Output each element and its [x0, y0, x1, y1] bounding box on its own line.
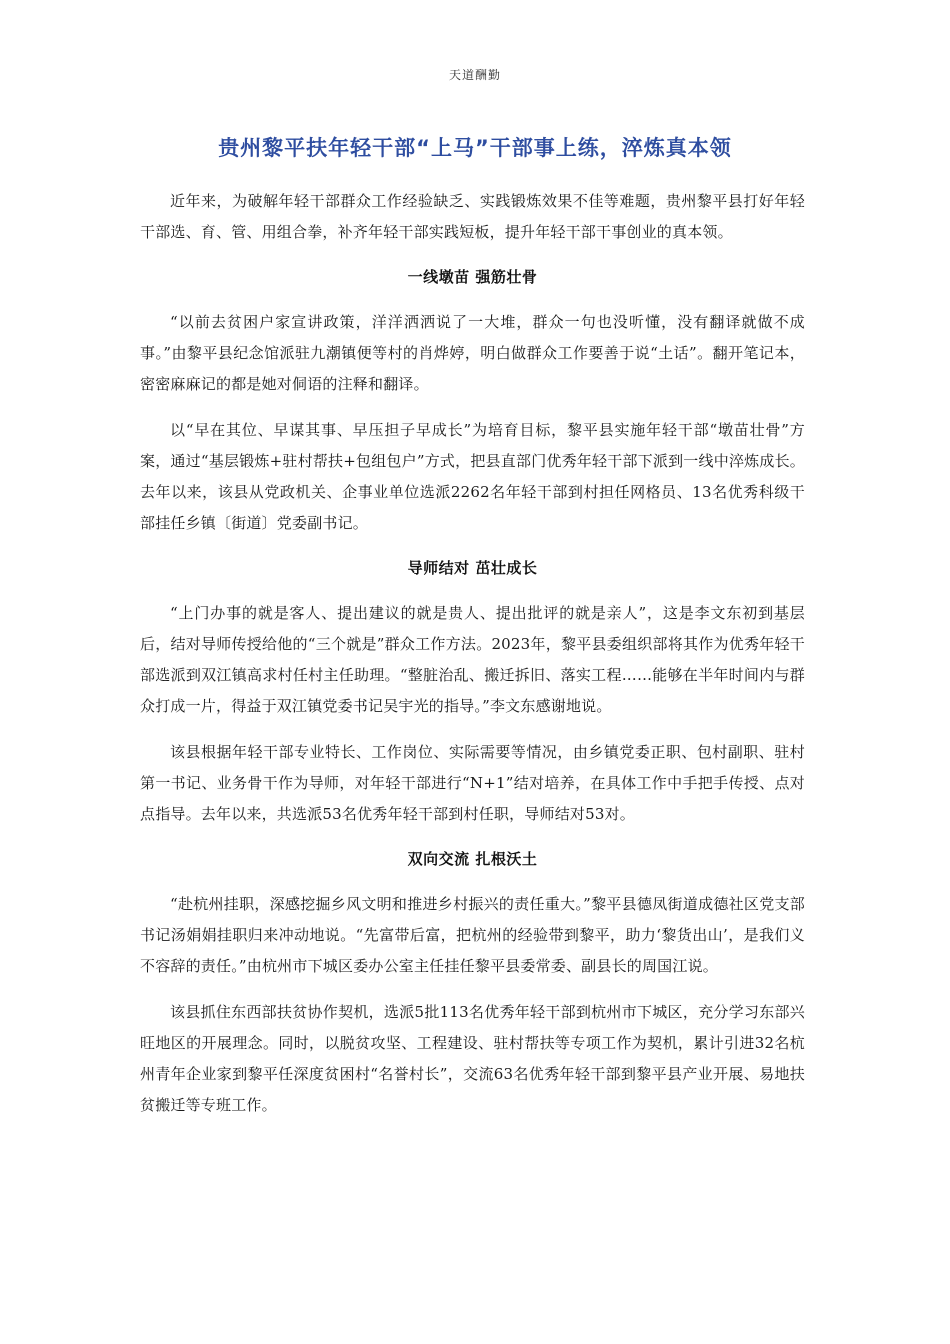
section-paragraph: “上门办事的就是客人、提出建议的就是贵人、提出批评的就是亲人”，这是李文东初到基层后，结对导师传授给他的“三个就是”群众工作方法。2023年，黎平县委组织部将其作为优秀年轻干部选派到双江镇高求村任村主任助理。“整脏治乱、搬迁拆旧、落实工程……能够在半年时间内与群众打成一片，得益于双江镇党委书记吴宇光的指导。”李文东感谢地说。	[140, 604, 805, 715]
intro-paragraph: 近年来，为破解年轻干部群众工作经验缺乏、实践锻炼效果不佳等难题，贵州黎平县打好年轻干部选、育、管、用组合拳，补齐年轻干部实践短板，提升年轻干部干事创业的真本领。	[140, 192, 805, 241]
article-title: 贵州黎平扶年轻干部“上马”干部事上练，淬炼真本领	[218, 136, 732, 160]
section-3	[140, 845, 805, 1121]
section-1	[140, 263, 805, 539]
section-paragraph: “赴杭州挂职，深感挖掘乡风文明和推进乡村振兴的责任重大。”黎平县德凤街道成德社区党支部书记汤娟娟挂职归来冲动地说。“先富带后富，把杭州的经验带到黎平，助力‘黎货出山’，是我们义不容辞的责任。”由杭州市下城区委办公室主任挂任黎平县委常委、副县长的周国江说。	[140, 895, 805, 975]
section-heading: 一线墩苗 强筋壮骨	[407, 268, 538, 286]
section-paragraph: 该县抓住东西部扶贫协作契机，选派5批113名优秀年轻干部到杭州市下城区，充分学习东部兴旺地区的开展理念。同时，以脱贫攻坚、工程建设、驻村帮扶等专项工作为契机，累计引进32名杭州青年企业家到黎平任深度贫困村“名誉村长”，交流63名优秀年轻干部到黎平县产业开展、易地扶贫搬迁等专班工作。	[140, 1003, 805, 1114]
section-heading: 导师结对 茁壮成长	[407, 559, 538, 577]
section-paragraph: “以前去贫困户家宣讲政策，洋洋洒洒说了一大堆，群众一句也没听懂，没有翻译就做不成事。”由黎平县纪念馆派驻九潮镇便等村的肖烨婷，明白做群众工作要善于说“土话”。翻开笔记本，密密麻麻记的都是她对侗语的注释和翻译。	[140, 313, 805, 393]
header-watermark: 天道酬勤	[448, 68, 501, 82]
section-2	[140, 554, 805, 830]
section-paragraph: 该县根据年轻干部专业特长、工作岗位、实际需要等情况，由乡镇党委正职、包村副职、驻村第一书记、业务骨干作为导师，对年轻干部进行“N+1”结对培养，在具体工作中手把手传授、点对点指导。去年以来，共选派53名优秀年轻干部到村任职，导师结对53对。	[140, 743, 805, 823]
section-paragraph: 以“早在其位、早谋其事、早压担子早成长”为培育目标，黎平县实施年轻干部“墩苗壮骨”方案，通过“基层锻炼+驻村帮扶+包组包户”方式，把县直部门优秀年轻干部下派到一线中淬炼成长。去年以来，该县从党政机关、企事业单位选派2262名年轻干部到村担任网格员、13名优秀科级干部挂任乡镇〔街道〕党委副书记。	[140, 421, 805, 532]
section-heading: 双向交流 扎根沃土	[407, 850, 538, 868]
article-body	[140, 186, 805, 1136]
